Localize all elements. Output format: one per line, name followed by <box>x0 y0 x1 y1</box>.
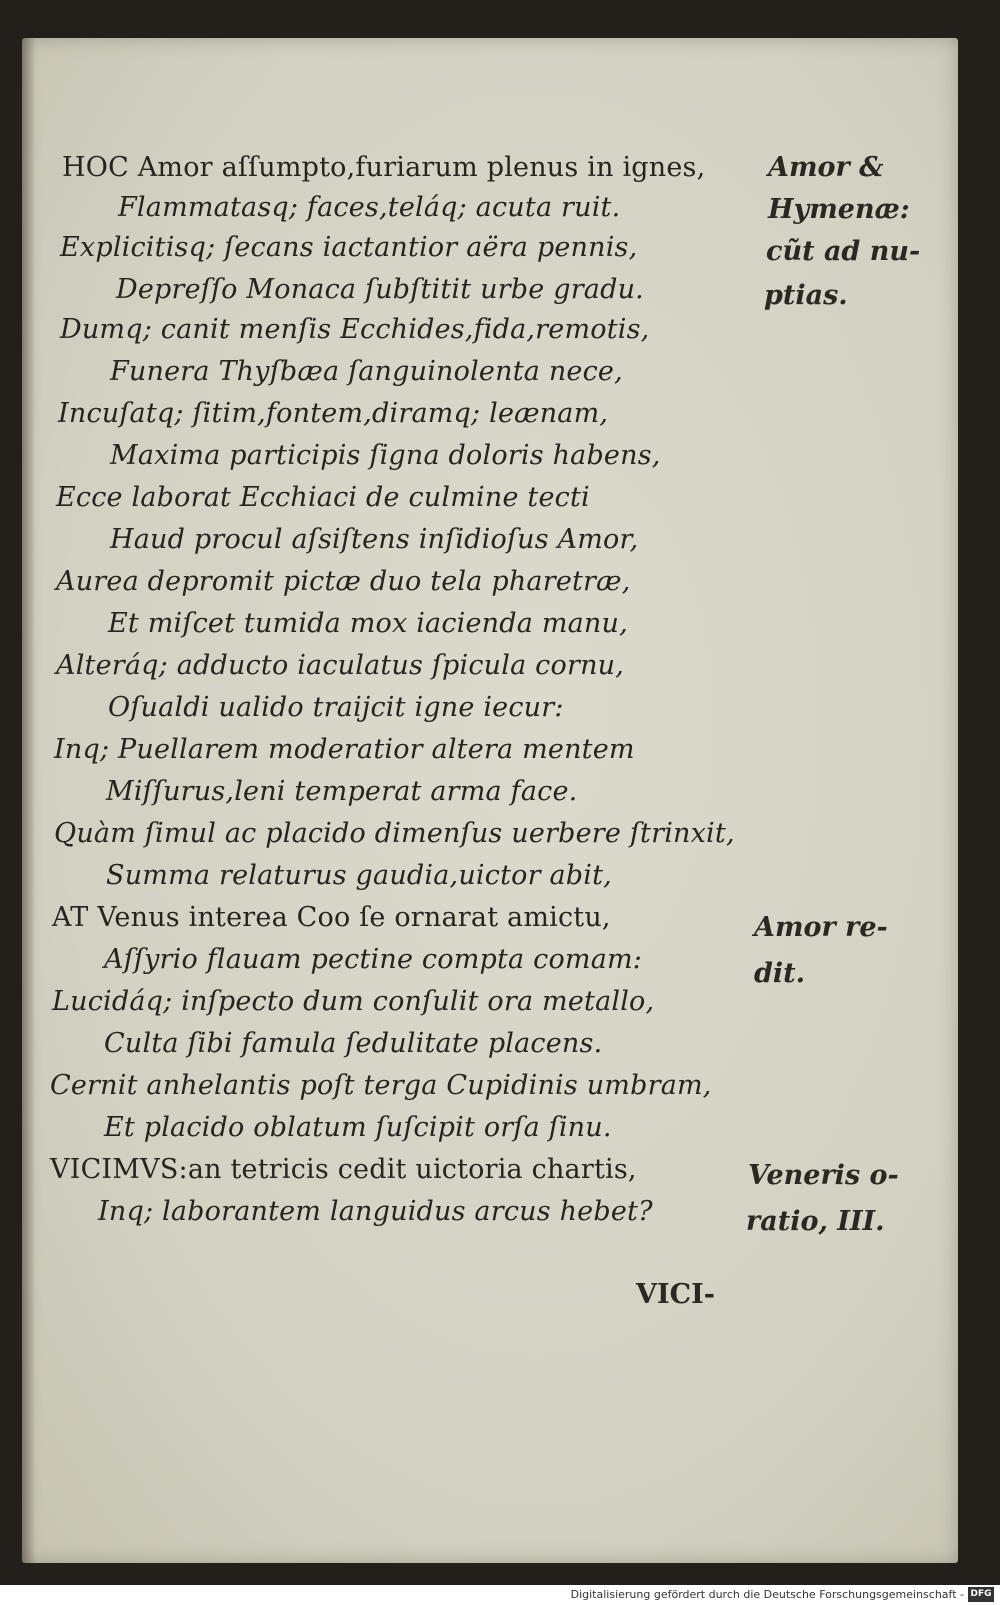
verse-line: Et placido oblatum ſuſcipit orſa ſinu. <box>104 1112 612 1143</box>
margin-note: Amor re- <box>754 912 888 943</box>
margin-note: cũt ad nu- <box>766 236 921 267</box>
verse-line: Inq; laborantem languidus arcus hebet? <box>98 1196 653 1227</box>
verse-line: Culta ſibi famula ſedulitate placens. <box>104 1028 603 1059</box>
margin-note: dit. <box>754 958 806 989</box>
verse-line: Lucidáq; inſpecto dum conſulit ora metallo, <box>52 986 655 1017</box>
digitization-footer <box>0 1585 1000 1605</box>
margin-note: Hymenæ: <box>768 194 910 225</box>
verse-line: VICIMVS:an tetricis cedit uictoria chartis, <box>50 1154 637 1185</box>
verse-line: Funera Thyſbæa ſanguinolenta nece, <box>110 356 623 387</box>
margin-note: Amor & <box>768 152 884 183</box>
verse-line: Alteráq; adducto iaculatus ſpicula cornu, <box>56 650 625 681</box>
verse-line: Haud procul aſsiſtens inſidioſus Amor, <box>110 524 639 555</box>
verse-line: Flammatasq; faces,teláq; acuta ruit. <box>118 192 621 223</box>
verse-line: Dumq; canit menſis Ecchides,fida,remotis, <box>60 314 650 345</box>
verse-line: Inq; Puellarem moderatior altera mentem <box>54 734 635 765</box>
verse-line: AT Venus interea Coo ſe ornarat amictu, <box>52 902 611 933</box>
verse-line: Summa relaturus gaudia,uictor abit, <box>106 860 612 891</box>
verse-line: Miſſurus,leni temperat arma face. <box>106 776 578 807</box>
margin-note: ratio, III. <box>746 1206 885 1237</box>
verse-line: Ecce laborat Ecchiaci de culmine tecti <box>56 482 590 513</box>
verse-line: Incuſatq; ſitim,fontem,diramq; leænam, <box>58 398 609 429</box>
verse-line: Et miſcet tumida mox iacienda manu, <box>108 608 628 639</box>
verse-line: Quàm ſimul ac placido dimenſus uerbere ſtrinxit, <box>54 818 735 849</box>
verse-line: Depreſſo Monaca ſubſtitit urbe gradu. <box>116 274 644 305</box>
verse-line: Maxima participis ſigna doloris habens, <box>110 440 661 471</box>
margin-note: Veneris o- <box>748 1160 899 1191</box>
margin-note: ptias. <box>764 280 848 311</box>
verse-line: HOC Amor aſſumpto,furiarum plenus in ignes, <box>62 152 706 183</box>
verse-line: Aſſyrio flauam pectine compta comam: <box>104 944 643 975</box>
footer-credit: Digitalisierung gefördert durch die Deutsche Forschungsgemeinschaft - <box>570 1588 964 1601</box>
dfg-logo: DFG <box>968 1587 994 1602</box>
verse-line: Cernit anhelantis poſt terga Cupidinis umbram, <box>50 1070 712 1101</box>
verse-line: Explicitisq; ſecans iactantior aëra pennis, <box>60 232 638 263</box>
catchword: VICI- <box>636 1279 715 1310</box>
verse-line: Aurea depromit pictæ duo tela pharetræ, <box>56 566 631 597</box>
verse-line: Oſualdi ualido traijcit igne iecur: <box>108 692 564 723</box>
